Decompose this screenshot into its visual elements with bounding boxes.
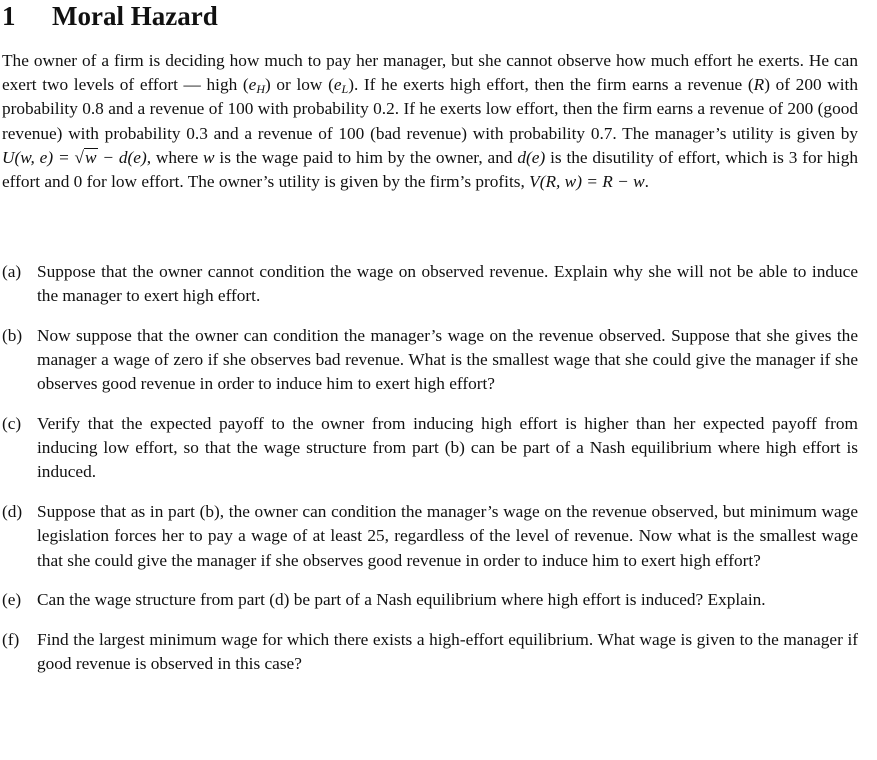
section-heading <box>2 0 218 32</box>
math-sqrt-w: w <box>84 147 97 167</box>
problem-item <box>2 324 858 397</box>
intro-text-7: is the disutility of effort, which is 3 for high effort and 0 for low effort. The owner’s utility is given by the firm’s profits, <box>2 147 858 192</box>
problem-text: Find the largest minimum wage for which there exists a high-effort equilibrium. What wage is given to the manager if good revenue is observed in this case? <box>37 629 858 674</box>
problem-item <box>2 628 858 676</box>
intro-text-8: . <box>644 172 649 192</box>
intro-text-4: ) of 200 with probability 0.8 and a revenue of 100 with probability 0.2. If he exerts low effort, then the firm earns a revenue of 200 (good revenue) with probability 0.3 and a revenue of 100 (bad revenue) with probability 0.7. The manager’s utility is given by <box>2 75 858 143</box>
problem-label: (f) <box>2 629 20 649</box>
math-utility-rhs: − d(e) <box>97 147 147 167</box>
sqrt-sign: √ <box>74 147 84 167</box>
intro-paragraph <box>2 49 858 194</box>
problem-label: (b) <box>2 325 23 345</box>
problem-text: Suppose that the owner cannot condition the wage on observed revenue. Explain why she will not be able to induce the manager to exert high effort. <box>37 262 858 306</box>
problem-label: (d) <box>2 502 23 522</box>
problem-text: Can the wage structure from part (d) be part of a Nash equilibrium where high effort is induced? Explain. <box>37 590 766 610</box>
problem-label: (a) <box>2 262 22 281</box>
problem-item <box>2 260 858 308</box>
problem-text: Verify that the expected payoff to the owner from inducing high effort is higher than her expected payoff from inducing low effort, so that the wage structure from part (b) can be part of a Nash equilibrium where high effort is induced. <box>37 414 858 482</box>
intro-text-6: is the wage paid to him by the owner, and <box>214 147 518 167</box>
section-title: Moral Hazard <box>52 1 218 31</box>
problem-label: (c) <box>2 414 22 434</box>
problem-item <box>2 588 858 612</box>
intro-text-3: ). If he exerts high effort, then the firm earns a revenue ( <box>348 75 754 95</box>
problem-list <box>2 260 858 692</box>
math-eH: $e_H$ <box>248 75 265 97</box>
math-de: d(e) <box>517 147 546 167</box>
intro-text-1: The owner of a firm is deciding how much to pay her manager, but she cannot observe how much effort he exerts. He can exert two levels of effort — high ( <box>2 51 858 95</box>
section-number: 1 <box>2 1 16 31</box>
problem-label: (e) <box>2 590 22 610</box>
problem-item <box>2 412 858 485</box>
math-utility-lhs: U(w, e) = <box>2 147 75 167</box>
problem-item <box>2 500 858 573</box>
math-w: w <box>203 147 215 167</box>
problem-text: Now suppose that the owner can condition the manager’s wage on the revenue observed. Suppose that she gives the manager a wage of zero if she observes bad revenue. What is the smallest wage that she could give the manager if she observes good revenue in order to induce him to exert high effort? <box>37 325 858 394</box>
problem-text: Suppose that as in part (b), the owner can condition the manager’s wage on the revenue observed, but minimum wage legislation forces her to pay a wage of at least 25, regardless of the level of revenue. Now what is the smallest wage that she could give the manager if she observes good revenue in order to induce him to exert high effort? <box>37 502 858 570</box>
math-eL: $e_L$ <box>333 75 349 97</box>
intro-text-5: , where <box>146 147 203 167</box>
math-owner-utility: V(R, w) = R − w <box>529 172 645 192</box>
intro-text-2: ) or low ( <box>265 75 334 95</box>
math-R: R <box>753 75 765 95</box>
